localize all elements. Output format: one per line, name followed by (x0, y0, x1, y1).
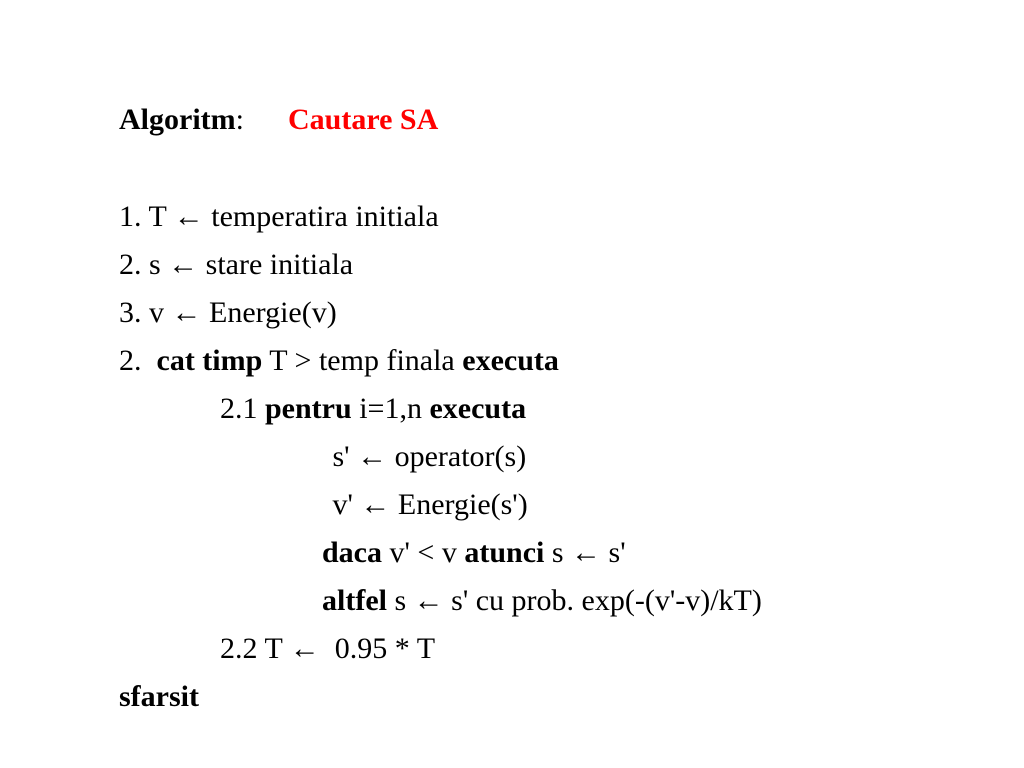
title-label: Algoritm (119, 103, 236, 136)
step-1-text: 1. T ← temperatira initiala (119, 200, 439, 233)
while-condition: T > temp finala (262, 344, 463, 377)
for-do-keyword: executa (429, 392, 527, 425)
for-range: i=1,n (351, 392, 430, 425)
cooling-line (190, 604, 435, 694)
else-action: s ← s' cu prob. exp(-(v'-v)/kT) (386, 584, 762, 617)
if-keyword: daca (322, 536, 382, 569)
while-prefix: 2. (119, 344, 157, 377)
slide-title (89, 75, 438, 165)
operator-text: s' ← operator(s) (325, 440, 527, 473)
while-do-keyword: executa (462, 344, 559, 377)
end-keyword: sfarsit (119, 680, 199, 713)
end-line (89, 652, 199, 742)
then-keyword: atunci (464, 536, 545, 569)
algorithm-name: Cautare SA (287, 103, 439, 136)
step-2-text: 2. s ← stare initiala (119, 248, 354, 281)
while-keyword: cat timp (156, 344, 263, 377)
energy-text: v' ← Energie(s') (325, 488, 528, 521)
for-keyword: pentru (265, 392, 352, 425)
cooling-text: 2.2 T ← 0.95 * T (220, 632, 436, 665)
then-action: s ← s' (544, 536, 626, 569)
title-separator: : (235, 103, 244, 136)
else-keyword: altfel (322, 584, 387, 617)
for-prefix: 2.1 (220, 392, 265, 425)
if-condition: v' < v (382, 536, 465, 569)
step-3-text: 3. v ← Energie(v) (119, 296, 337, 329)
